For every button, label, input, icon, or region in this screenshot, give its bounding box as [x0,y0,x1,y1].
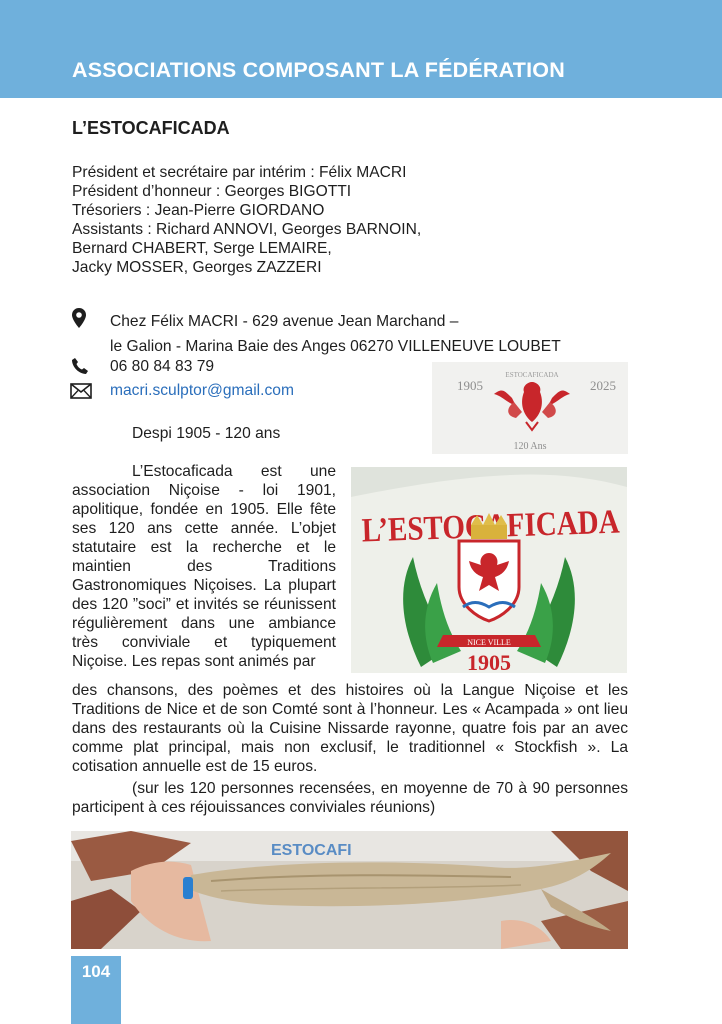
officer-treasurer: Trésoriers : Jean-Pierre GIORDANO [72,202,325,219]
page-number-box [71,956,121,1024]
fish-label: ESTOCAFI [271,842,352,859]
address-line-1: Chez Félix MACRI - 629 avenue Jean Marchand – [110,313,459,330]
page-header [0,0,722,98]
stockfish-photo [71,831,628,949]
location-pin-icon [71,307,87,329]
logo-year-left: 1905 [457,378,483,393]
phone-number: 06 80 84 83 79 [110,358,215,375]
since-line: Despi 1905 - 120 ans [132,425,281,442]
officer-assistants-2: Bernard CHABERT, Serge LEMAIRE, [72,240,332,257]
association-title: L’ESTOCAFICADA [72,118,230,138]
logo-arc-text: ESTOCAFICADA [505,371,559,379]
page-number: 104 [81,962,111,981]
email-link[interactable]: macri.sculptor@gmail.com [110,382,294,399]
description-column [72,462,336,671]
description-paragraph-start: L’Estocaficada est une association Niçoise - loi 1901, apolitique, fondée en 1905. Elle fête ses 120 ans cette année. L’objet statutaire est la recherche et le maintien des Traditions Gastronomiques Niçoises. La plupart des 120 ”soci” et invités se réunissent régulièrement dans une ambiance très conviviale et typiquement Niçoise. Les repas sont animés par [72,463,336,670]
flag-banner-text: L’ESTOCAFICADA [361,501,665,550]
stockfish-illustration [71,831,628,949]
logo-caption: 120 Ans [513,441,547,452]
mail-icon [70,383,92,399]
anniversary-logo-image [432,362,628,454]
anniversary-logo [432,362,628,454]
officer-assistants-3: Jacky MOSSER, Georges ZAZZERI [72,259,322,276]
address [110,309,561,359]
flag-ribbon-text: NICE VILLE [467,638,511,647]
officer-assistants-1: Assistants : Richard ANNOVI, Georges BARNOIN, [72,221,422,238]
address-line-2: le Galion - Marina Baie des Anges 06270 VILLENEUVE LOUBET [110,338,561,355]
officer-president: Président et secrétaire par intérim : Félix MACRI [72,164,407,181]
attendance-note: (sur les 120 personnes recensées, en moyenne de 70 à 90 personnes participent à ces réjouissances conviviales réunions) [72,780,628,816]
association-flag [351,467,665,675]
flag-year: 1905 [467,650,511,675]
section-title: ASSOCIATIONS COMPOSANT LA FÉDÉRATION [72,58,565,82]
description-continued [72,681,628,776]
association-flag-image [351,467,665,675]
phone-icon [71,357,89,375]
description-paragraph-end: des chansons, des poèmes et des histoires où la Langue Niçoise et les Traditions de Nice et de son Comté sont à l’honneur. Les « Acampada » ont lieu dans des restaurants où la Cuisine Nissarde rayonne, quatre fois par an avec comme plat principal, mais non exclusif, le traditionnel « Stockfish ». La cotisation annuelle est de 15 euros. [72,682,628,775]
officers-list [72,163,632,277]
officer-honorary-president: Président d’honneur : Georges BIGOTTI [72,183,352,200]
logo-year-right: 2025 [590,378,616,393]
